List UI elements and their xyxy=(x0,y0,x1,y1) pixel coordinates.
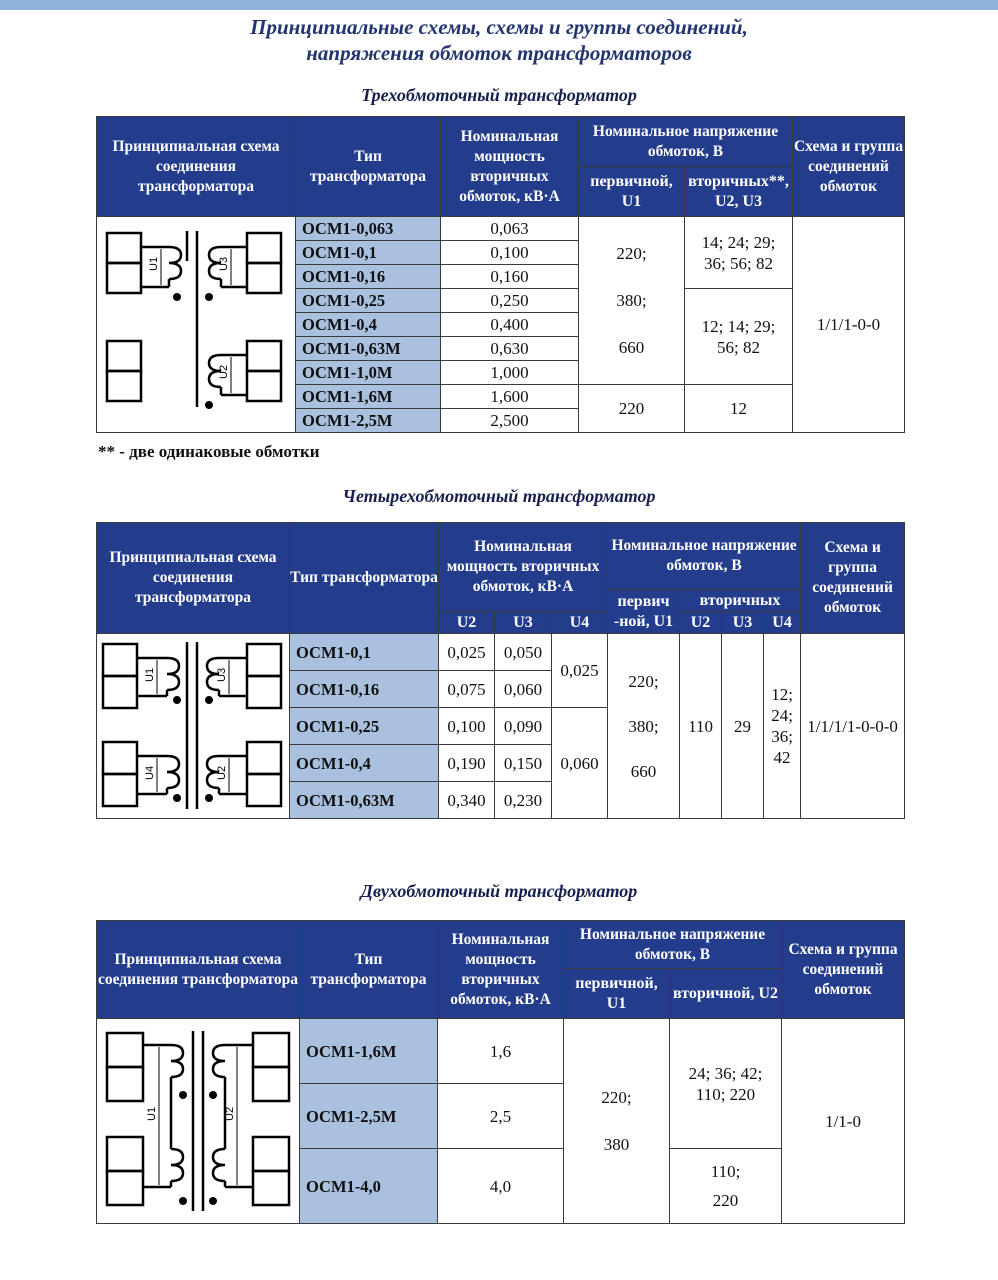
u3-power-cell: 0,230 xyxy=(495,782,552,819)
u3-power-cell: 0,090 xyxy=(495,708,552,745)
group-cell: 1/1/1/1-0-0-0 xyxy=(801,634,905,819)
diagram-label-u1: U1 xyxy=(148,256,160,271)
three-winding-title: Трехобмоточный трансформатор xyxy=(361,85,637,105)
header-primary: первичной, U1 xyxy=(564,969,670,1019)
header-group: Схема и группа соединений обмоток xyxy=(793,117,905,217)
u2-power-cell: 0,100 xyxy=(439,708,495,745)
header-power: Номинальная мощность вторичных обмоток, кВ·А xyxy=(438,921,564,1019)
type-cell: ОСМ1-0,25 xyxy=(296,289,441,313)
page-title-line-1: Принципиальные схемы, схемы и группы соединений, xyxy=(250,15,748,39)
header-scheme: Принципиальная схема соединения трансформатора xyxy=(97,523,290,634)
u4-power-cell: 0,025 xyxy=(552,634,608,708)
power-cell: 0,400 xyxy=(441,313,579,337)
power-cell: 2,500 xyxy=(441,409,579,433)
type-cell: ОСМ1-0,63М xyxy=(296,337,441,361)
u2-power-cell: 0,075 xyxy=(439,671,495,708)
header-type: Тип трансформатора xyxy=(300,921,438,1019)
type-cell: ОСМ1-0,16 xyxy=(290,671,439,708)
diagram-label-u4: U4 xyxy=(144,765,156,780)
power-cell: 0,100 xyxy=(441,241,579,265)
header-power: Номинальная мощность вторичных обмоток, кВ·А xyxy=(441,117,579,217)
header-secondary: вторичных**, U2, U3 xyxy=(685,167,793,217)
header-type: Тип трансформатора xyxy=(290,523,439,634)
secondary-voltage-cell: 12; 14; 29; 56; 82 xyxy=(685,289,793,385)
primary-voltage-cell: 220; 380 xyxy=(564,1019,670,1224)
diagram-label-u1: U1 xyxy=(144,667,156,682)
primary-voltage-cell: 220 xyxy=(579,385,685,433)
power-cell: 0,250 xyxy=(441,289,579,313)
power-cell: 0,630 xyxy=(441,337,579,361)
transformer-diagram xyxy=(97,217,295,432)
footnote: ** - две одинаковые обмотки xyxy=(98,442,320,461)
primary-voltage-cell: 220; 380; 660 xyxy=(608,634,680,819)
diagram-label-u1: U1 xyxy=(146,1106,158,1121)
three-winding-table xyxy=(96,116,905,433)
header-scheme: Принципиальная схема соединения трансформатора xyxy=(97,921,300,1019)
power-cell: 0,063 xyxy=(441,217,579,241)
type-cell: ОСМ1-0,1 xyxy=(290,634,439,671)
group-cell: 1/1-0 xyxy=(782,1019,905,1224)
diagram-label-u2: U2 xyxy=(216,765,228,780)
power-cell: 1,600 xyxy=(441,385,579,409)
secondary-voltage-cell: 110; 220 xyxy=(670,1149,782,1224)
two-winding-title: Двухобмоточный трансформатор xyxy=(360,881,638,901)
u2-power-cell: 0,025 xyxy=(439,634,495,671)
secondary-u3-cell: 29 xyxy=(722,634,764,819)
header-secondary: вторичной, U2 xyxy=(670,969,782,1019)
type-cell: ОСМ1-1,6М xyxy=(300,1019,438,1084)
secondary-voltage-cell: 14; 24; 29; 36; 56; 82 xyxy=(685,217,793,289)
top-accent-bar xyxy=(0,0,998,10)
u3-power-cell: 0,060 xyxy=(495,671,552,708)
type-cell: ОСМ1-4,0 xyxy=(300,1149,438,1224)
type-cell: ОСМ1-0,25 xyxy=(290,708,439,745)
diagram-label-u2: U2 xyxy=(218,364,230,379)
secondary-voltage-cell: 12 xyxy=(685,385,793,433)
header-type: Тип трансформатора xyxy=(296,117,441,217)
primary-voltage-cell: 220; 380; 660 xyxy=(579,217,685,385)
power-cell: 1,6 xyxy=(438,1019,564,1084)
power-cell: 0,160 xyxy=(441,265,579,289)
u3-power-cell: 0,050 xyxy=(495,634,552,671)
header-primary: первичной, U1 xyxy=(579,167,685,217)
two-winding-diagram xyxy=(97,1019,300,1224)
header-scheme: Принципиальная схема соединения трансформатора xyxy=(97,117,296,217)
header-voltage: Номинальное напряжение обмоток, В xyxy=(579,117,793,167)
type-cell: ОСМ1-0,63М xyxy=(290,782,439,819)
header-sec-u2: U2 xyxy=(680,612,722,634)
power-cell: 4,0 xyxy=(438,1149,564,1224)
diagram-label-u2: U2 xyxy=(224,1106,236,1121)
type-cell: ОСМ1-0,1 xyxy=(296,241,441,265)
power-cell: 1,000 xyxy=(441,361,579,385)
u4-power-cell: 0,060 xyxy=(552,708,608,819)
u2-power-cell: 0,340 xyxy=(439,782,495,819)
type-cell: ОСМ1-0,063 xyxy=(296,217,441,241)
type-cell: ОСМ1-0,4 xyxy=(296,313,441,337)
header-group: Схема и группа соединений обмоток xyxy=(801,523,905,634)
secondary-u2-cell: 110 xyxy=(680,634,722,819)
page-title-line-2: напряжения обмоток трансформаторов xyxy=(306,41,692,65)
diagram-label-u3: U3 xyxy=(218,256,230,271)
group-cell: 1/1/1-0-0 xyxy=(793,217,905,433)
three-winding-diagram xyxy=(97,217,296,433)
u3-power-cell: 0,150 xyxy=(495,745,552,782)
type-cell: ОСМ1-1,6М xyxy=(296,385,441,409)
four-winding-table xyxy=(96,522,905,819)
header-u3: U3 xyxy=(495,612,552,634)
header-primary: первич -ной, U1 xyxy=(608,590,680,634)
u2-power-cell: 0,190 xyxy=(439,745,495,782)
header-secondary: вторичных xyxy=(680,590,801,612)
type-cell: ОСМ1-0,16 xyxy=(296,265,441,289)
transformer-diagram xyxy=(97,634,289,818)
type-cell: ОСМ1-1,0М xyxy=(296,361,441,385)
power-cell: 2,5 xyxy=(438,1084,564,1149)
diagram-label-u3: U3 xyxy=(216,667,228,682)
header-u4: U4 xyxy=(552,612,608,634)
header-group: Схема и группа соединений обмоток xyxy=(782,921,905,1019)
transformer-diagram xyxy=(97,1021,299,1221)
four-winding-title: Четырехобмоточный трансформатор xyxy=(342,486,656,506)
header-power: Номинальная мощность вторичных обмоток, кВ·А xyxy=(439,523,608,612)
type-cell: ОСМ1-2,5М xyxy=(296,409,441,433)
header-voltage: Номинальное напряжение обмоток, В xyxy=(564,921,782,969)
four-winding-diagram xyxy=(97,634,290,819)
secondary-u4-cell: 12; 24; 36; 42 xyxy=(764,634,801,819)
header-sec-u3: U3 xyxy=(722,612,764,634)
secondary-voltage-cell: 24; 36; 42; 110; 220 xyxy=(670,1019,782,1149)
two-winding-table xyxy=(96,920,905,1224)
type-cell: ОСМ1-0,4 xyxy=(290,745,439,782)
header-sec-u4: U4 xyxy=(764,612,801,634)
type-cell: ОСМ1-2,5М xyxy=(300,1084,438,1149)
header-u2: U2 xyxy=(439,612,495,634)
header-voltage: Номинальное напряжение обмоток, В xyxy=(608,523,801,590)
